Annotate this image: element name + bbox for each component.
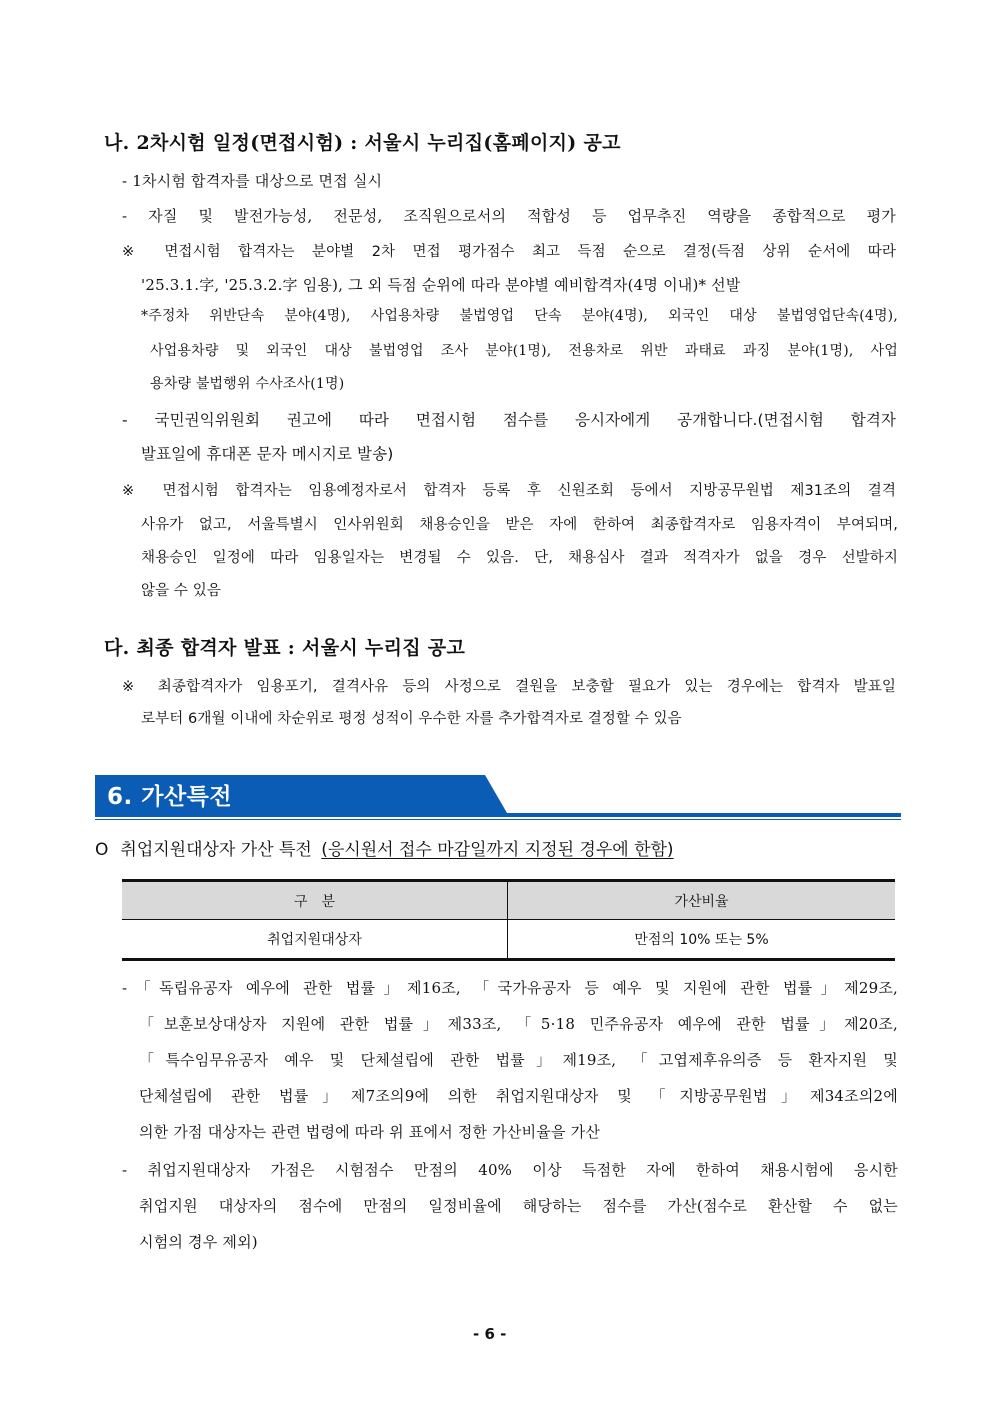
section-na-heading: 나. 2차시험 일정(면접시험) : 서울시 누리집(홈페이지) 공고: [104, 132, 621, 154]
bullet-bonus-condition: - 취업지원대상자 가점은 시험점수 만점의 40% 이상 득점한 자에 한하여 채용시험에 응시한: [122, 1161, 898, 1179]
bullet-laws: -「독립유공자 예우에 관한 법률」제16조, 「국가유공자 등 예우 및 지원에 관한 법률」제29조,: [122, 979, 898, 997]
table-row: [122, 920, 895, 960]
table-cell-category: 취업지원대상자: [122, 920, 508, 960]
bonus-rate-table: [122, 879, 895, 961]
bonus-item-heading: [95, 835, 674, 860]
note-appointment-qualification-line2: 사유가 없고, 서울특별시 인사위원회 채용승인을 받은 자에 한하여 최종합격자로 임용자격이 부여되며,: [141, 517, 898, 533]
bonus-item-label: 취업지원대상자 가산 특전: [120, 840, 312, 860]
banner-rule-thin: [95, 819, 901, 820]
note-appointment-qualification-line4: 않을 수 있음: [141, 583, 221, 599]
table-cell-rate: 만점의 10% 또는 5%: [508, 920, 896, 960]
bullet-bonus-condition-line2: 취업지원 대상자의 점수에 만점의 일정비율에 해당하는 점수를 가산(점수로 환산할 수 없는: [139, 1197, 898, 1215]
note-additional-pass: ※ 최종합격자가 임용포기, 결격사유 등의 사정으로 결원을 보충할 필요가 있는 경우에는 합격자 발표일: [122, 679, 896, 695]
bullet-laws-line4: 단체설립에 관한 법률」제7조의9에 의한 취업지원대상자 및 「지방공무원법」제34조의2에: [139, 1087, 898, 1105]
bullet-evaluation-criteria: - 자질 및 발전가능성, 전문성, 조직원으로서의 적합성 등 업무추진 역량을 종합적으로 평가: [122, 207, 896, 225]
note-appointment-qualification-line3: 채용승인 일정에 따라 임용일자는 변경될 수 있음. 단, 채용심사 결과 적격자가 없을 경우 선발하지: [141, 550, 898, 566]
footnote-fields: *주정차 위반단속 분야(4명), 사업용차량 불법영업 단속 분야(4명), 외국인 대상 불법영업단속(4명),: [141, 308, 898, 324]
page-number: - 6 -: [473, 1325, 507, 1343]
bullet-laws-line3: 「특수임무유공자 예우 및 단체설립에 관한 법률」제19조, 「고엽제후유의증 등 환자지원 및: [139, 1051, 898, 1069]
bonus-item-condition: (응시원서 접수 마감일까지 지정된 경우에 한함): [321, 840, 674, 860]
section6-title: 6. 가산특전: [107, 784, 233, 810]
bullet-laws-line5: 의한 가점 대상자는 관련 법령에 따라 위 표에서 정한 가산비율을 가산: [139, 1123, 601, 1141]
banner-rule: [95, 813, 901, 817]
note-additional-pass-line2: 로부터 6개월 이내에 차순위로 평정 성적이 우수한 자를 추가합격자로 결정할 수 있음: [141, 711, 682, 727]
section6-banner: [95, 775, 901, 821]
table-header-rate: 가산비율: [508, 881, 896, 920]
note-appointment-qualification: ※ 면접시험 합격자는 임용예정자로서 합격자 등록 후 신원조회 등에서 지방공무원법 제31조의 결격: [122, 483, 896, 499]
table-header-category: 구 분: [122, 881, 508, 920]
footnote-fields-line3: 용차량 불법행위 수사조사(1명): [150, 376, 345, 392]
bullet-score-disclosure: - 국민권익위원회 권고에 따라 면접시험 점수를 응시자에게 공개합니다.(면접시험 합격자: [122, 411, 896, 429]
bullet-laws-line2: 「보훈보상대상자 지원에 관한 법률」제33조, 「5·18 민주유공자 예우에 관한 법률」제20조,: [139, 1015, 898, 1033]
bullet-bonus-condition-line3: 시험의 경우 제외): [139, 1233, 258, 1251]
note-interview-pass: ※ 면접시험 합격자는 분야별 2차 면접 평가점수 최고 득점 순으로 결정(득점 상위 순서에 따라: [122, 244, 896, 260]
note-interview-pass-line2: '25.3.1.字, '25.3.2.字 임용), 그 외 득점 순위에 따라 분야별 예비합격자(4명 이내)* 선발: [141, 276, 741, 294]
section-da-heading: 다. 최종 합격자 발표 : 서울시 누리집 공고: [104, 637, 466, 659]
circle-bullet-icon: O: [95, 840, 109, 860]
bullet-interview-target: - 1차시험 합격자를 대상으로 면접 실시: [122, 172, 383, 190]
bullet-score-disclosure-line2: 발표일에 휴대폰 문자 메시지로 발송): [141, 445, 394, 463]
table-header-row: [122, 881, 895, 920]
footnote-fields-line2: 사업용차량 및 외국인 대상 불법영업 조사 분야(1명), 전용차로 위반 과태료 과징 분야(1명), 사업: [150, 343, 898, 359]
